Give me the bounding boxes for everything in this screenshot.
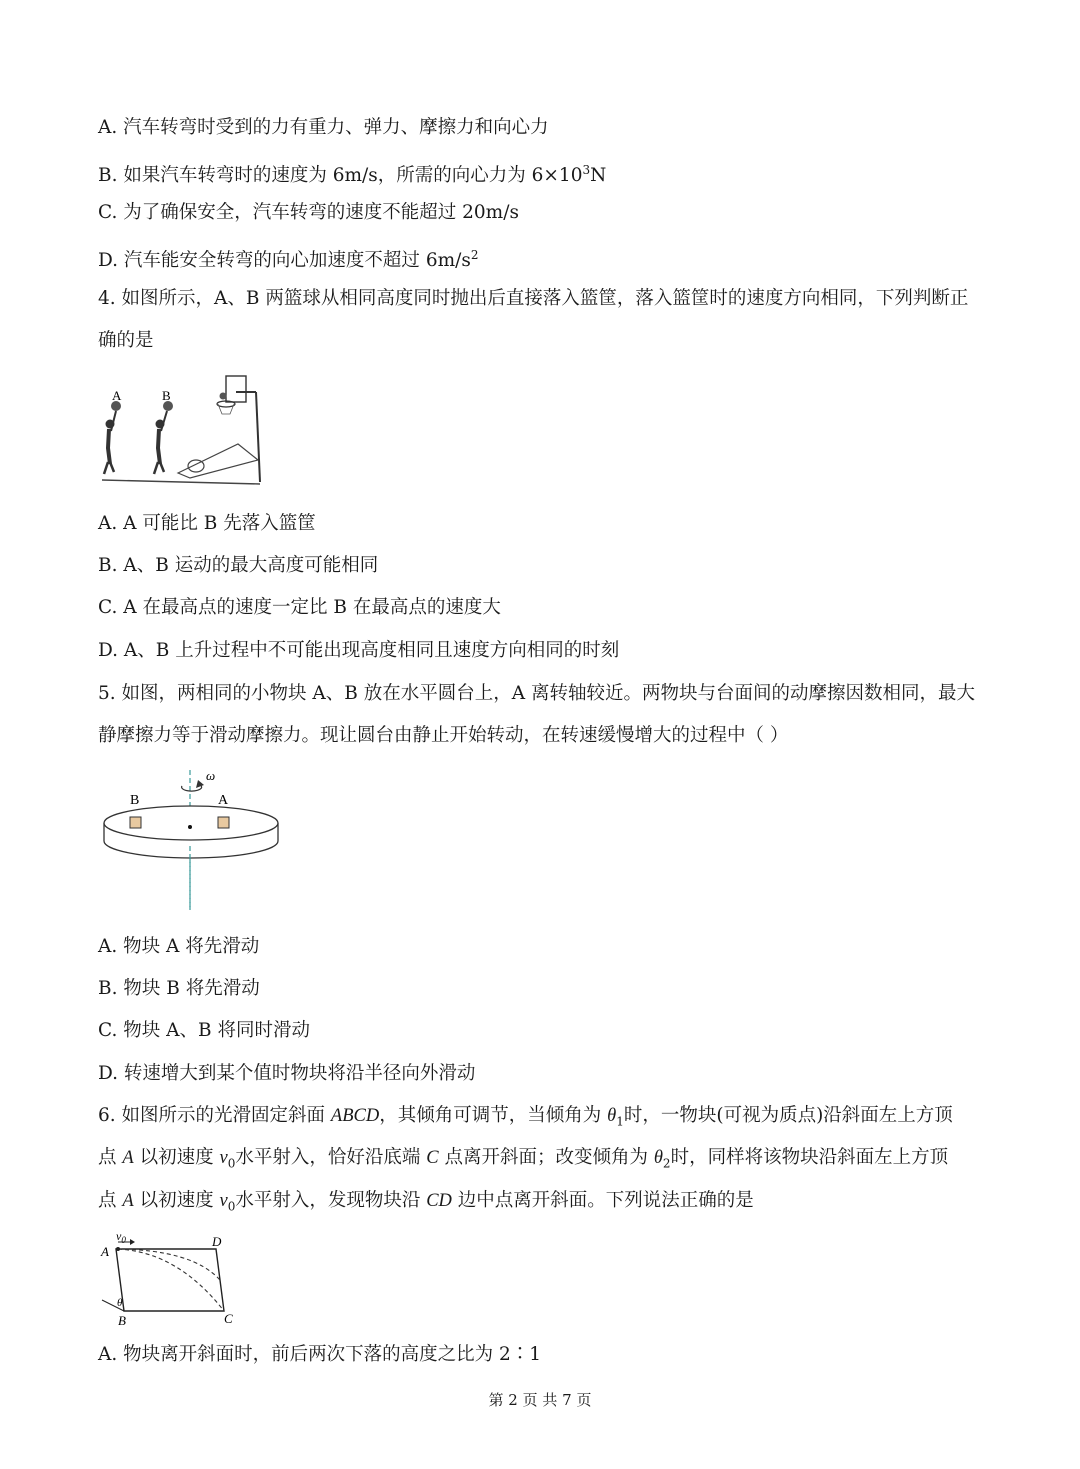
q6-l3-text-a: 点 <box>98 1190 123 1211</box>
q6-stem-line1 <box>98 1104 953 1134</box>
q3-option-d-exponent: 2 <box>470 248 479 262</box>
block-a <box>218 817 229 828</box>
q4-option-b: B. A、B 运动的最大高度可能相同 <box>98 555 379 576</box>
q6-l2-text-e: 时，同样将该物块沿斜面左上方顶 <box>670 1147 949 1168</box>
block-b <box>130 817 141 828</box>
q5-option-a: A. 物块 A 将先滑动 <box>98 936 260 957</box>
label-a: A <box>112 388 122 403</box>
q3-option-d-text: D. 汽车能安全转弯的向心加速度不超过 6m/s <box>98 250 471 272</box>
q6-l3-text-d: 边中点离开斜面。下列说法正确的是 <box>451 1190 754 1211</box>
q6-l2-v-sub: 0 <box>227 1156 236 1171</box>
page-footer: 第 2 页 共 7 页 <box>488 1391 592 1409</box>
q6-l2-theta: θ <box>653 1148 663 1168</box>
q3-option-b-text: B. 如果汽车转弯时的速度为 6m/s，所需的向心力为 6×10 <box>98 165 583 187</box>
q6-l2-theta-sub: 2 <box>662 1156 671 1171</box>
incline-figure <box>98 1228 248 1328</box>
q6-option-a: A. 物块离开斜面时，前后两次下落的高度之比为 2∶1 <box>98 1344 542 1365</box>
q5-option-d: D. 转速增大到某个值时物块将沿半径向外滑动 <box>98 1063 476 1084</box>
q3-option-b-exponent: 3 <box>582 163 591 177</box>
omega-label: ω <box>206 768 216 783</box>
q3-option-a: A. 汽车转弯时受到的力有重力、弹力、摩擦力和向心力 <box>98 117 549 138</box>
q6-l3-v: v <box>219 1191 228 1211</box>
q6-stem-line2 <box>98 1146 948 1176</box>
q6-l2-text-a: 点 <box>98 1147 123 1168</box>
q6-l2-text-b: 以初速度 <box>133 1147 220 1168</box>
theta-label: θ <box>117 1297 123 1309</box>
q5-stem-line2: 静摩擦力等于滑动摩擦力。现让圆台由静止开始转动，在转速缓慢增大的过程中（ ） <box>98 725 789 746</box>
point-a-label: A <box>101 1244 109 1259</box>
q4-option-c: C. A 在最高点的速度一定比 B 在最高点的速度大 <box>98 597 501 618</box>
turntable-figure <box>98 766 288 916</box>
q6-l1-text-b: ，其倾角可调节，当倾角为 <box>379 1105 608 1126</box>
q6-l1-abcd: ABCD <box>330 1106 380 1126</box>
q4-stem-line2: 确的是 <box>98 330 154 351</box>
q6-l2-text-d: 点离开斜面；改变倾角为 <box>438 1147 654 1168</box>
q6-l3-text-c: 水平射入，发现物块沿 <box>235 1190 427 1211</box>
basketball-figure <box>98 374 268 492</box>
q4-option-a: A. A 可能比 B 先落入篮筐 <box>98 513 316 534</box>
q6-l1-text-c: 时，一物块(可视为质点)沿斜面左上方顶 <box>623 1105 953 1126</box>
q3-option-c: C. 为了确保安全，汽车转弯的速度不能超过 20m/s <box>98 202 519 223</box>
q5-stem-line1: 5. 如图，两相同的小物块 A、B 放在水平圆台上，A 离转轴较近。两物块与台面间的动摩擦因数相同，最大 <box>98 683 975 704</box>
label-b: B <box>162 388 171 403</box>
point-b-label: B <box>118 1313 126 1328</box>
q6-stem-line3 <box>98 1189 754 1219</box>
q3-option-b-unit: N <box>590 165 607 187</box>
q5-option-c: C. 物块 A、B 将同时滑动 <box>98 1020 310 1041</box>
v0-symbol: v <box>116 1229 122 1243</box>
point-c-label: C <box>224 1311 233 1326</box>
q3-option-b <box>98 158 606 188</box>
q6-l3-point-a: A <box>122 1191 134 1211</box>
label-b: B <box>130 793 140 808</box>
q6-l2-text-c: 水平射入，恰好沿底端 <box>235 1147 427 1168</box>
q4-stem-line1: 4. 如图所示，A、B 两篮球从相同高度同时抛出后直接落入篮筐，落入篮筐时的速度方向相同，下列判断正 <box>98 288 969 309</box>
q6-l3-cd: CD <box>426 1191 452 1211</box>
q6-l2-v: v <box>219 1148 228 1168</box>
q5-option-b: B. 物块 B 将先滑动 <box>98 978 260 999</box>
q6-l1-theta-sub: 1 <box>616 1114 624 1129</box>
q6-l3-text-b: 以初速度 <box>133 1190 220 1211</box>
q6-l2-point-c: C <box>426 1148 439 1168</box>
v0-subscript: 0 <box>121 1235 126 1245</box>
q4-option-d: D. A、B 上升过程中不可能出现高度相同且速度方向相同的时刻 <box>98 640 620 661</box>
q6-l1-text-a: 6. 如图所示的光滑固定斜面 <box>98 1105 331 1126</box>
v0-label <box>116 1229 126 1245</box>
point-d-label: D <box>212 1234 222 1249</box>
q3-option-d <box>98 243 479 273</box>
q6-l3-v-sub: 0 <box>227 1199 236 1214</box>
q6-l2-point-a: A <box>122 1148 134 1168</box>
label-a: A <box>218 793 229 808</box>
q6-l1-theta: θ <box>607 1106 617 1126</box>
